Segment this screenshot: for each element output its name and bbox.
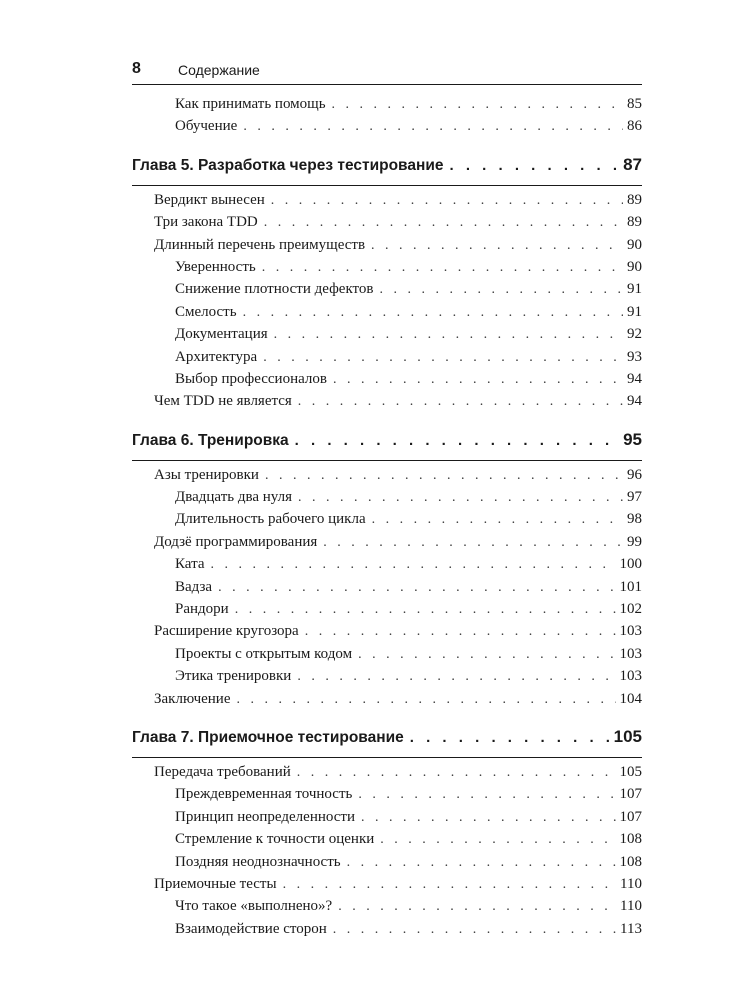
dot-leader [264,215,623,231]
toc-entry-title: Что такое «выполнено»? [175,898,333,915]
dot-leader [338,899,616,915]
dot-leader [243,119,623,135]
dot-leader [210,557,615,573]
toc-entry [132,876,642,898]
table-of-contents [132,96,642,943]
toc-entry-title: Поздняя неоднозначность [175,853,341,870]
toc-entry-page: 105 [613,726,642,746]
toc-entry-title: Заключение [154,690,231,707]
dot-leader [218,580,615,596]
dot-leader [332,97,623,113]
toc-entry [132,854,642,876]
toc-entry [132,259,642,281]
toc-entry-page: 91 [627,281,642,298]
toc-chapter [132,155,642,186]
toc-entry [132,898,642,920]
toc-entry [132,326,642,348]
toc-entry-title: Принцип неопределенности [175,808,355,825]
dot-leader [283,877,616,893]
toc-entry [132,511,642,533]
toc-entry-title: Три закона TDD [154,214,258,231]
toc-entry-page: 87 [623,154,642,174]
dot-leader [235,602,616,618]
toc-entry [132,214,642,236]
toc-entry-page: 103 [619,645,642,662]
toc-entry-title: Документация [175,326,268,343]
toc-entry-page: 94 [627,393,642,410]
dot-leader [243,305,623,321]
toc-entry-page: 98 [627,511,642,528]
toc-entry-title: Передача требований [154,763,291,780]
toc-entry-page: 104 [619,690,642,707]
dot-leader [380,832,615,848]
toc-entry-title: Глава 6. Тренировка [132,431,289,449]
toc-entry [132,467,642,489]
toc-entry [132,921,642,943]
toc-entry-title: Длинный перечень преимуществ [154,236,366,253]
dot-leader [380,282,624,298]
page-number: 8 [132,60,141,77]
toc-entry [132,764,642,786]
toc-entry [132,579,642,601]
toc-entry [132,281,642,303]
toc-entry [132,623,642,645]
toc-entry-title: Приемочные тесты [154,875,277,892]
toc-entry [132,192,642,214]
toc-entry-page: 95 [623,429,642,449]
toc-entry-page: 86 [627,118,642,135]
dot-leader [372,512,623,528]
dot-leader [297,669,615,685]
toc-entry-title: Ката [175,556,205,573]
toc-entry [132,809,642,831]
dot-leader [333,922,616,938]
toc-entry [132,646,642,668]
toc-entry [132,96,642,118]
toc-entry-page: 103 [619,668,642,685]
toc-entry-page: 101 [619,578,642,595]
toc-entry-title: Этика тренировки [175,668,292,685]
toc-entry [132,304,642,326]
toc-entry-title: Стремление к точности оценки [175,831,375,848]
toc-entry [132,601,642,623]
toc-entry-title: Азы тренировки [154,466,259,483]
page-header [132,58,642,85]
dot-leader [295,432,619,449]
toc-entry-title: Чем TDD не является [154,393,292,410]
toc-entry-page: 93 [627,348,642,365]
toc-entry-title: Преждевременная точность [175,786,353,803]
toc-entry [132,349,642,371]
toc-entry-page: 103 [619,623,642,640]
toc-entry [132,786,642,808]
toc-entry-page: 96 [627,466,642,483]
toc-entry-title: Вердикт вынесен [154,191,265,208]
dot-leader [263,350,623,366]
toc-entry-page: 100 [619,556,642,573]
dot-leader [298,394,623,410]
toc-entry-title: Двадцать два нуля [175,489,293,506]
toc-entry-page: 90 [627,258,642,275]
toc-entry-page: 110 [620,875,642,892]
toc-entry [132,118,642,140]
toc-entry-page: 94 [627,370,642,387]
toc-entry-page: 92 [627,326,642,343]
toc-entry-page: 107 [619,808,642,825]
dot-leader [371,238,623,254]
toc-entry-title: Глава 7. Приемочное тестирование [132,728,404,746]
toc-chapter [132,727,642,758]
dot-leader [237,692,616,708]
toc-entry-page: 91 [627,303,642,320]
toc-entry-page: 110 [620,898,642,915]
dot-leader [274,327,623,343]
toc-entry-title: Длительность рабочего цикла [175,511,366,528]
toc-entry-page: 89 [627,214,642,231]
toc-entry-title: Выбор профессионалов [175,370,327,387]
dot-leader [450,157,620,174]
running-title: Содержание [178,62,260,78]
toc-entry-page: 113 [620,920,642,937]
toc-entry-page: 99 [627,533,642,550]
toc-entry [132,371,642,393]
dot-leader [347,855,616,871]
toc-entry-title: Проекты с открытым кодом [175,645,353,662]
toc-entry-title: Додзё программирования [154,533,318,550]
toc-entry-title: Рандори [175,601,229,618]
toc-entry-page: 89 [627,191,642,208]
toc-entry-page: 90 [627,236,642,253]
toc-entry-title: Уверенность [175,258,256,275]
toc-entry-title: Обучение [175,118,238,135]
dot-leader [305,624,616,640]
dot-leader [410,729,610,746]
toc-entry-page: 108 [619,853,642,870]
toc-entry-title: Смелость [175,303,237,320]
dot-leader [361,810,616,826]
toc-entry-page: 102 [619,601,642,618]
toc-entry-page: 97 [627,489,642,506]
toc-entry [132,534,642,556]
dot-leader [323,535,623,551]
toc-entry [132,831,642,853]
toc-entry-page: 85 [627,96,642,112]
dot-leader [358,647,615,663]
dot-leader [297,765,616,781]
toc-entry-title: Глава 5. Разработка через тестирование [132,156,444,174]
toc-entry-title: Как принимать помощь [175,96,326,112]
toc-chapter [132,430,642,461]
toc-entry-page: 105 [619,763,642,780]
dot-leader [271,193,623,209]
dot-leader [298,490,623,506]
toc-entry [132,556,642,578]
toc-entry [132,668,642,690]
toc-entry-page: 107 [619,786,642,803]
toc-entry-title: Вадза [175,578,213,595]
toc-entry-title: Расширение кругозора [154,623,299,640]
dot-leader [333,372,623,388]
dot-leader [265,468,623,484]
toc-entry-title: Взаимодействие сторон [175,920,327,937]
toc-entry [132,691,642,713]
toc-entry [132,393,642,415]
dot-leader [262,260,623,276]
toc-entry-page: 108 [619,831,642,848]
toc-entry-title: Архитектура [175,348,258,365]
toc-entry [132,237,642,259]
toc-entry-title: Снижение плотности дефектов [175,281,374,298]
dot-leader [358,787,615,803]
toc-entry [132,489,642,511]
